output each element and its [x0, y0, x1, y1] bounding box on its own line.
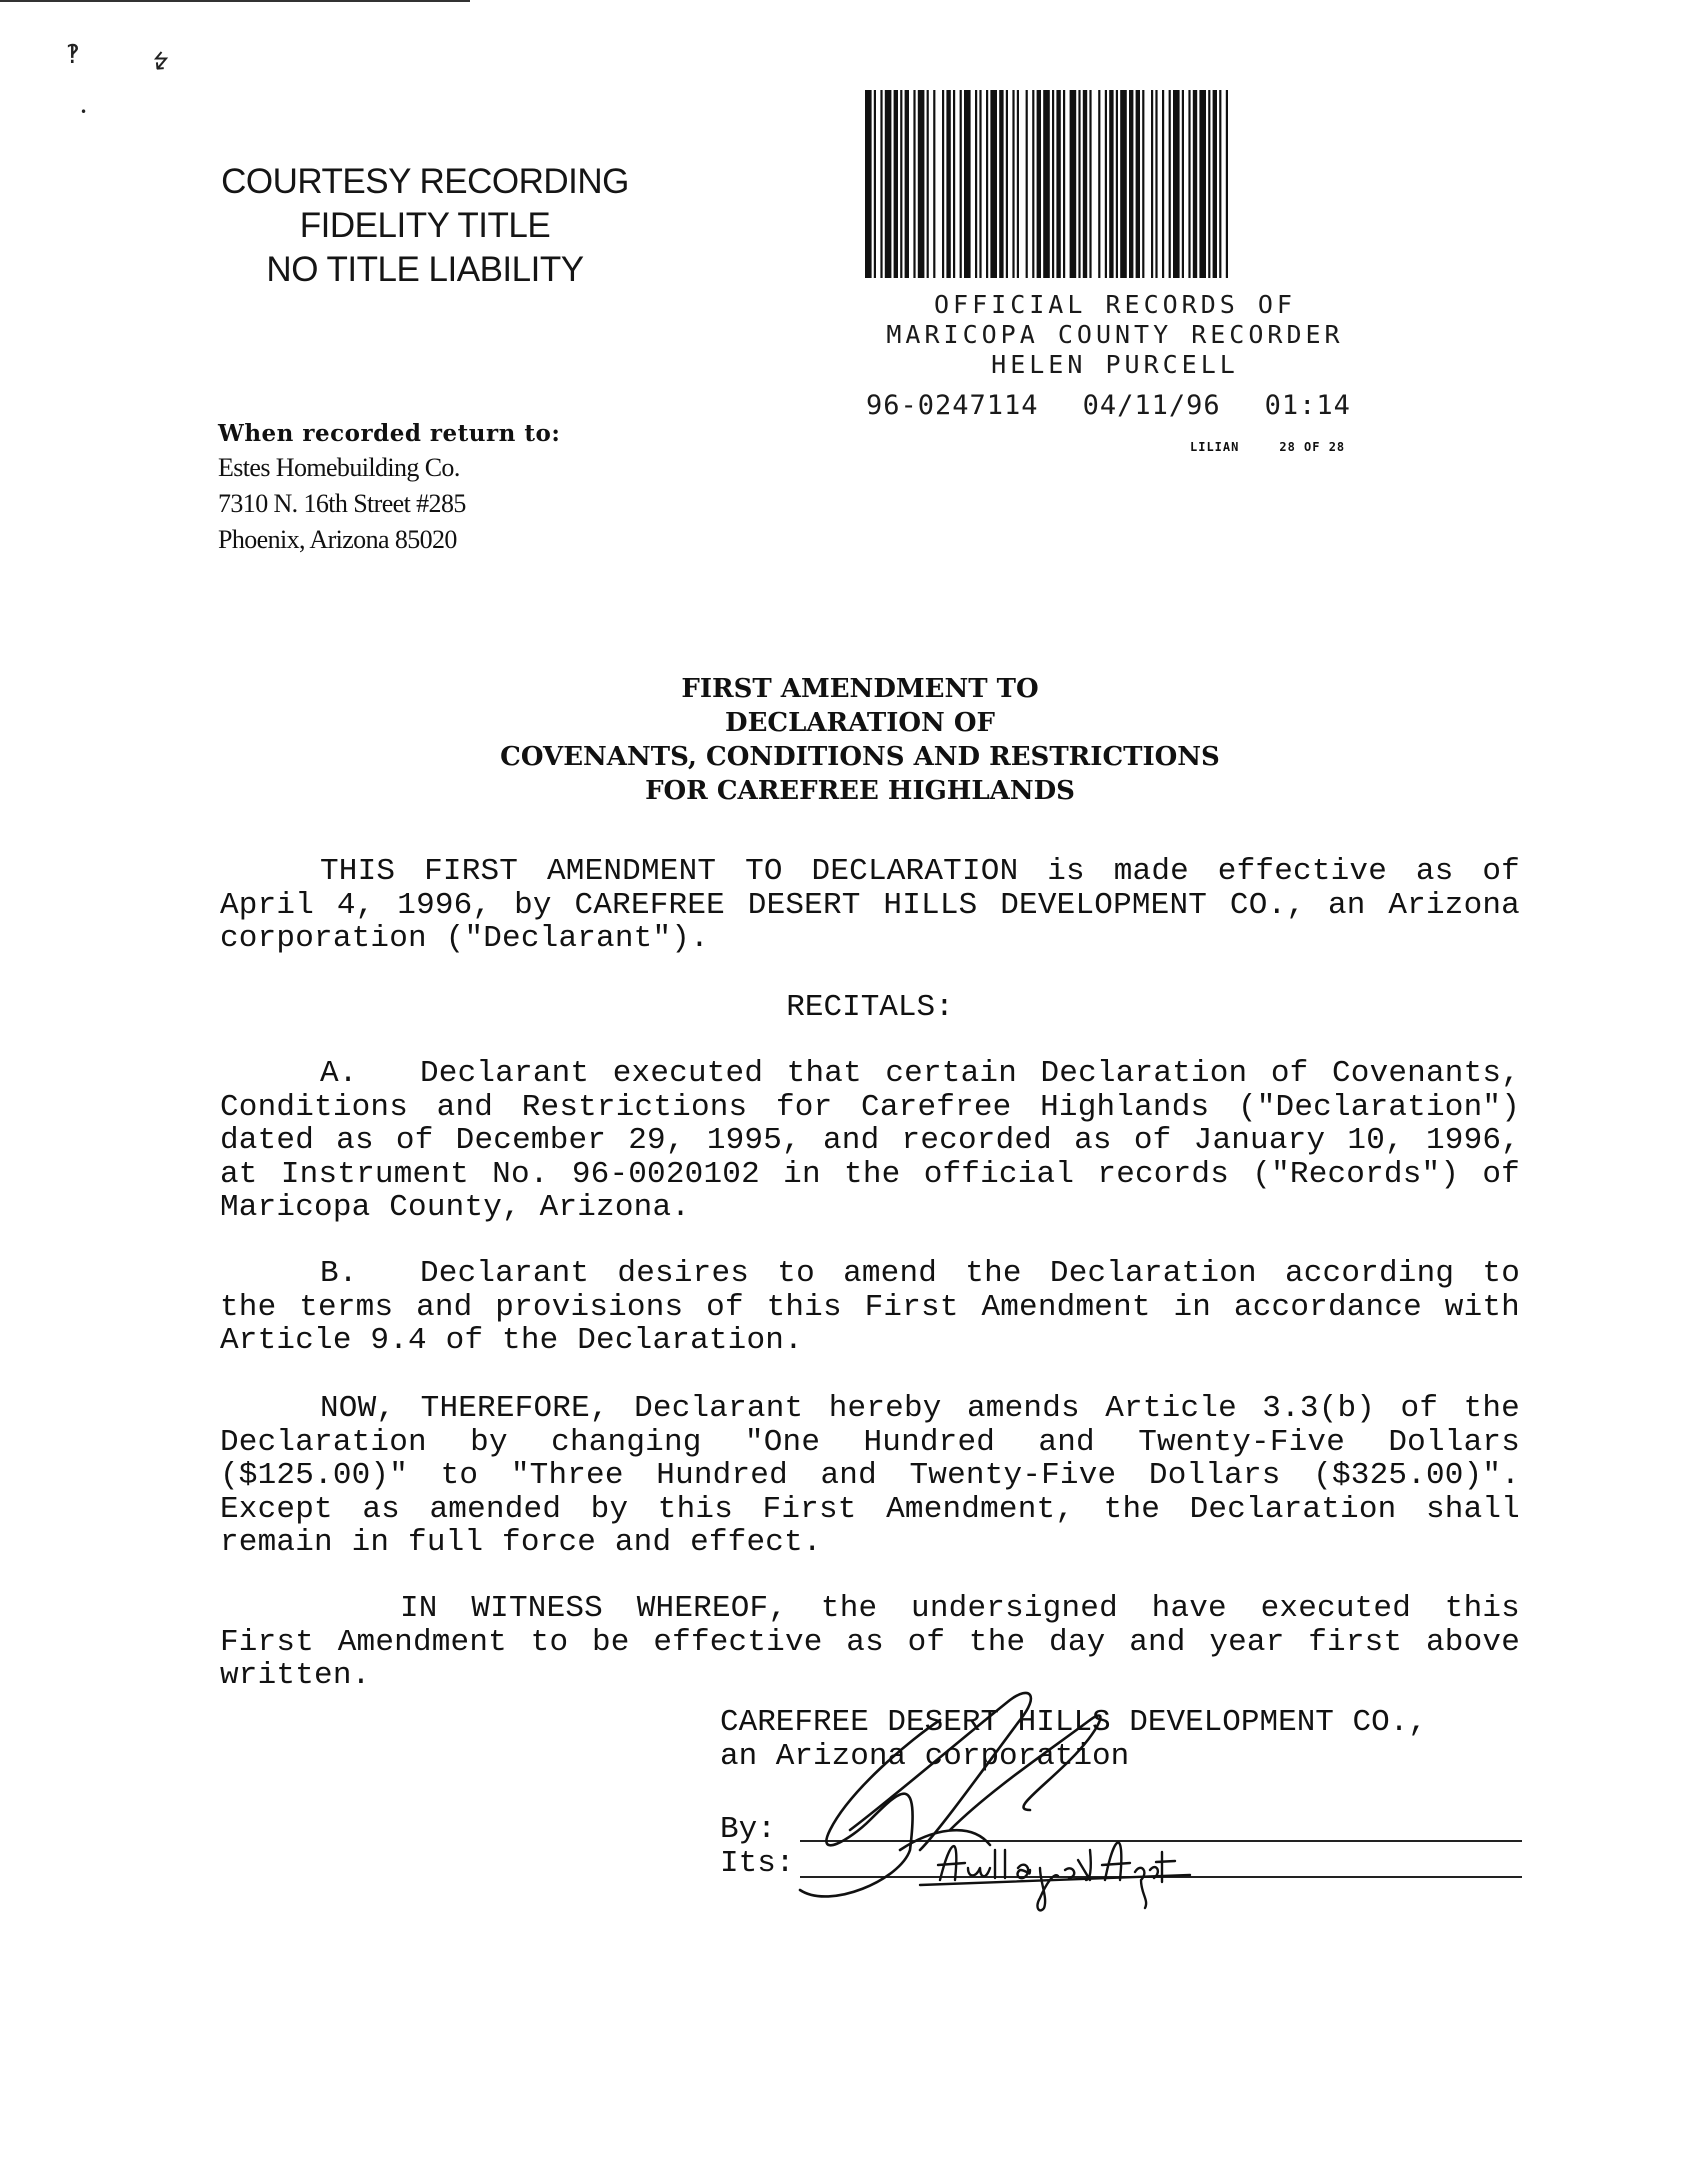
barcode-bar — [1098, 90, 1100, 278]
barcode-bar — [1089, 90, 1091, 278]
barcode-bar — [999, 90, 1003, 278]
title-line: FOR CAREFREE HIGHLANDS — [645, 776, 1075, 806]
witness-paragraph: IN WITNESS WHEREOF, the undersigned have executed this First Amendment to be effective as of the day and year first above written. — [220, 1591, 1520, 1693]
scan-edge-rule — [0, 0, 470, 2]
barcode-bar — [960, 90, 962, 278]
intro-paragraph: THIS FIRST AMENDMENT TO DECLARATION is made effective as of April 4, 1996, by CAREFREE DESERT HILLS DEVELOPMENT CO., an Arizona corporation ("Declarant"). — [220, 854, 1520, 956]
instrument-number: 96-0247114 — [866, 390, 1039, 421]
barcode-bar — [1219, 90, 1221, 278]
title-line: FIRST AMENDMENT TO — [681, 674, 1039, 704]
recording-date: 04/11/96 — [1082, 390, 1221, 421]
barcode-bar — [1052, 90, 1054, 278]
barcode-bar — [1109, 90, 1113, 278]
barcode-bar — [1056, 90, 1060, 278]
stamp-line: COURTESY RECORDING — [221, 162, 629, 201]
barcode-bar — [880, 90, 882, 278]
barcode-bar — [1129, 90, 1133, 278]
barcode-bar — [1032, 90, 1034, 278]
barcode-bar — [927, 90, 929, 278]
barcode-bar — [1083, 90, 1087, 278]
recorder-line: OFFICIAL RECORDS OF — [934, 290, 1296, 319]
barcode-bar — [1199, 90, 1206, 278]
barcode-bar — [946, 90, 950, 278]
clerk-row — [1190, 440, 1345, 454]
recital-b-paragraph — [220, 1257, 1520, 1358]
barcode-bar — [942, 90, 944, 278]
scan-speck: • — [80, 105, 88, 119]
return-to-label: When recorded return to: — [218, 420, 561, 447]
barcode-bar — [933, 90, 935, 278]
barcode-bar — [1226, 90, 1228, 278]
recording-number-row — [866, 390, 1426, 421]
signatory-entity: an Arizona corporation — [720, 1739, 1130, 1774]
barcode-bar — [1070, 90, 1077, 278]
barcode-bar — [1142, 90, 1144, 278]
recital-b-text: Declarant desires to amend the Declaration according to the terms and provisions of this First Amendment in accordance with Article 9.4 of the Declaration. — [220, 1256, 1520, 1358]
barcode-bar — [913, 90, 915, 278]
barcode-bar — [918, 90, 925, 278]
recital-a-text: Declarant executed that certain Declaration of Covenants, Conditions and Restrictions for Carefree Highlands ("Declaration") dated as of December 29, 1995, and recorded as of January 10, 1996, at Instrument No. 96-0020102 in the official records ("Records") of Maricopa County, Arizona. — [220, 1056, 1520, 1225]
barcode-bar — [1012, 90, 1014, 278]
recital-b-label: B. — [320, 1256, 358, 1291]
barcode-bar — [1017, 90, 1019, 278]
barcode-bar — [1188, 90, 1190, 278]
recitals-heading: RECITALS: — [786, 990, 954, 1025]
title-line: DECLARATION OF — [725, 708, 995, 738]
return-name: Estes Homebuilding Co. — [218, 453, 460, 482]
scan-speck: ‽ — [66, 40, 80, 70]
barcode-bar — [1173, 90, 1180, 278]
barcode-bar — [905, 90, 909, 278]
barcode-bar — [894, 90, 898, 278]
barcode-bar — [1043, 90, 1050, 278]
recital-a-label: A. — [320, 1056, 358, 1091]
document-title — [300, 672, 1420, 808]
barcode-bar — [990, 90, 997, 278]
barcode-bar — [900, 90, 902, 278]
title-line: COVENANTS, CONDITIONS AND RESTRICTIONS — [500, 742, 1220, 772]
barcode-bar — [1169, 90, 1171, 278]
scan-speck: ↯ — [144, 44, 176, 80]
now-therefore-paragraph: NOW, THEREFORE, Declarant hereby amends Article 3.3(b) of the Declaration by changing "One Hundred and Twenty-Five Dollars ($125.00)" to "Three Hundred and Twenty-Five Dollars ($325.00)". Except as amended by this First Amendment, the Declaration shall remain in full force and effect. — [220, 1391, 1520, 1560]
barcode-bar — [1136, 90, 1140, 278]
barcode-bar — [1155, 90, 1157, 278]
barcode-bar — [979, 90, 981, 278]
barcode-bar — [874, 90, 876, 278]
barcode-bar — [1120, 90, 1127, 278]
barcode-bar — [1063, 90, 1065, 278]
barcode-bar — [1006, 90, 1008, 278]
barcode-bar — [1026, 90, 1028, 278]
recording-time: 01:14 — [1264, 390, 1351, 421]
its-label: Its: — [720, 1846, 795, 1881]
recorder-line: MARICOPA COUNTY RECORDER — [886, 320, 1344, 349]
signatory-company: CAREFREE DESERT HILLS DEVELOPMENT CO., — [720, 1705, 1427, 1740]
clerk-name: LILIAN — [1190, 440, 1240, 454]
return-address — [218, 450, 466, 558]
barcode-bar — [1078, 90, 1080, 278]
barcode-bar — [953, 90, 955, 278]
barcode-bar — [975, 90, 977, 278]
barcode-bar — [1208, 90, 1210, 278]
stamp-line: FIDELITY TITLE — [299, 206, 551, 245]
barcode-bar — [1213, 90, 1217, 278]
stamp-line: NO TITLE LIABILITY — [266, 250, 584, 289]
handwritten-signature — [790, 1680, 1230, 1920]
barcode-bar — [1193, 90, 1197, 278]
barcode-bar — [1037, 90, 1041, 278]
return-city: Phoenix, Arizona 85020 — [218, 525, 457, 554]
barcode-bar — [964, 90, 971, 278]
barcode-bar — [986, 90, 988, 278]
recorder-line: HELEN PURCELL — [991, 350, 1239, 379]
barcode-bar — [1162, 90, 1164, 278]
recital-a-paragraph — [220, 1057, 1520, 1225]
barcode-bar — [1116, 90, 1118, 278]
barcode-bar — [865, 90, 872, 278]
barcode-bar — [1151, 90, 1153, 278]
barcode-bar — [1105, 90, 1107, 278]
barcode-bar — [885, 90, 892, 278]
courtesy-recording-stamp — [190, 160, 660, 292]
page-count: 28 OF 28 — [1279, 440, 1346, 454]
return-street: 7310 N. 16th Street #285 — [218, 489, 466, 518]
recording-barcode — [865, 90, 1358, 278]
recorder-block — [850, 290, 1380, 380]
by-label: By: — [720, 1812, 776, 1847]
barcode-bar — [1182, 90, 1184, 278]
